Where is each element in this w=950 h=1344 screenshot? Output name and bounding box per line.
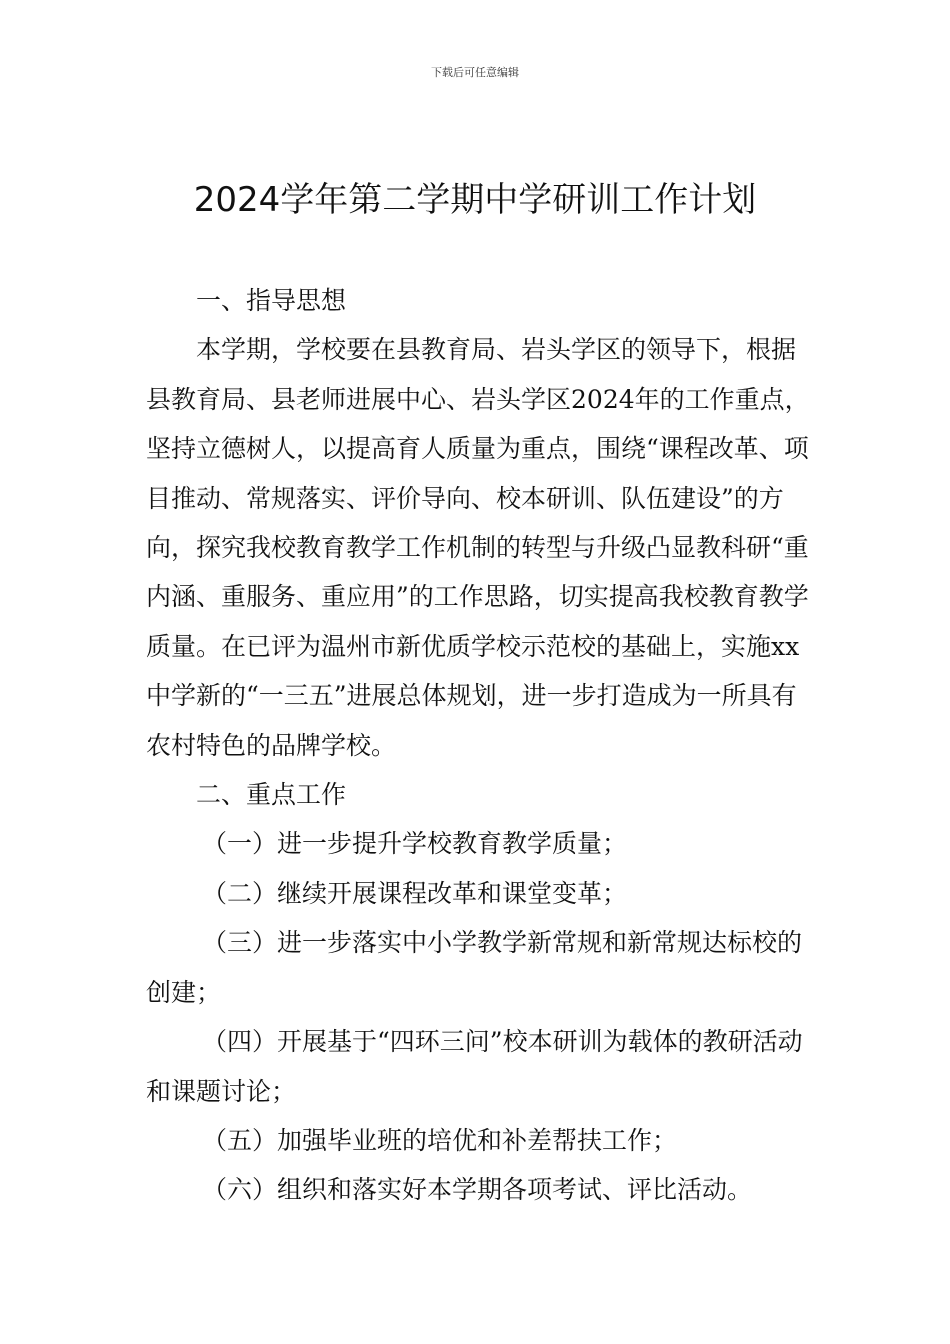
key-work-item-3: （三）进一步落实中小学教学新常规和新常规达标校的创建； [146,928,803,1007]
header-note: 下载后可任意编辑 [431,66,519,79]
key-work-item-4: （四）开展基于“四环三问”校本研训为载体的教研活动和课题讨论； [146,1027,803,1106]
section-heading-key-work: 二、重点工作 [196,780,347,810]
document-body [146,276,810,1215]
key-work-item-1: （一）进一步提升学校教育教学质量； [202,829,628,859]
key-work-item-6: （六）组织和落实好本学期各项考试、评比活动。 [202,1175,753,1205]
section-paragraph-guiding-ideology: 本学期，学校要在县教育局、岩头学区的领导下，根据县教育局、县老师进展中心、岩头学区2024年的工作重点，坚持立德树人，以提高育人质量为重点，围绕“课程改革、项目推动、常规落实、评价导向、校本研训、队伍建设”的方向，探究我校教育教学工作机制的转型与升级凸显教科研“重内涵、重服务、重应用”的工作思路，切实提高我校教育教学质量。在已评为温州市新优质学校示范校的基础上，实施xx中学新的“一三五”进展总体规划，进一步打造成为一所具有农村特色的品牌学校。 [146,335,810,760]
document-title: 2024学年第二学期中学研训工作计划 [193,180,757,220]
key-work-item-2: （二）继续开展课程改革和课堂变革； [202,878,628,908]
key-work-item-5: （五）加强毕业班的培优和补差帮扶工作； [202,1125,678,1155]
section-heading-guiding-ideology: 一、指导思想 [196,286,347,315]
